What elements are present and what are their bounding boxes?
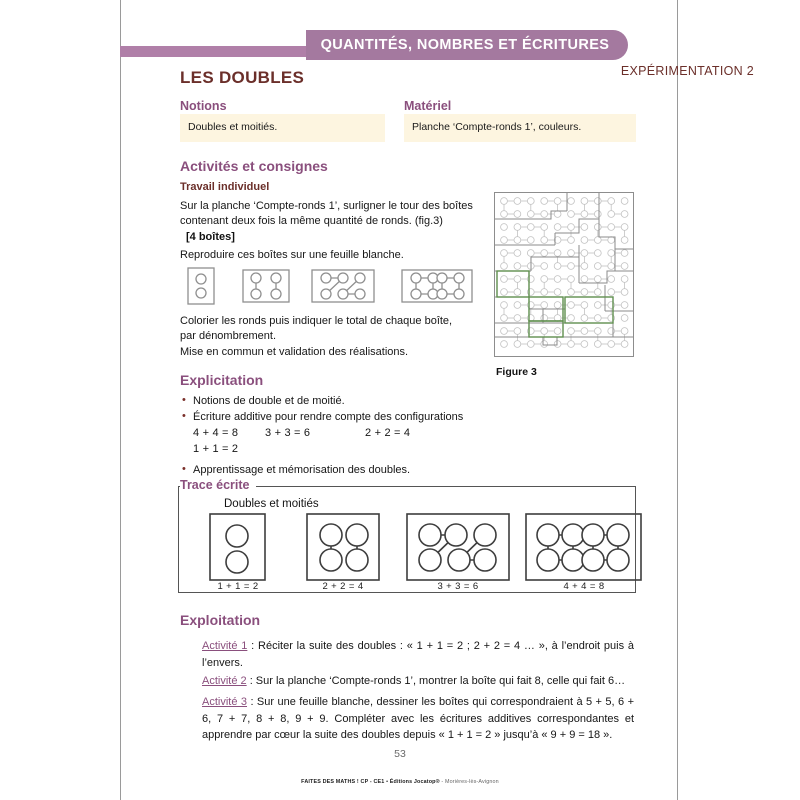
activites-line-5: par dénombrement. <box>180 330 276 342</box>
page-number: 53 <box>394 748 406 760</box>
exploitation-item-2 <box>202 673 634 690</box>
explicitation-equations <box>182 425 482 457</box>
equation-4: 1 + 1 = 2 <box>193 443 239 455</box>
footer-credit <box>0 779 800 785</box>
explicitation-list <box>182 393 482 478</box>
trace-ecrite-section <box>178 478 636 593</box>
equation-2: 3 + 3 = 6 <box>265 427 311 439</box>
footer-level: CP - CE1 <box>360 779 385 785</box>
activites-subheading: Travail individuel <box>180 181 270 193</box>
trace-caption-4: 4 + 4 = 8 <box>563 581 605 592</box>
activite-3-text: : Sur une feuille blanche, dessiner les boîtes qui correspondraient à 5 + 5, 6 + 6, 7 + 7, 8 + 8, 9 + 9. Compléter avec les écritures additives correspondantes et apprendre par cœur la suite des doubles depuis « 1 + 1 = 2 » jusqu’à « 9 + 9 = 18 ». <box>202 696 634 741</box>
notions-box: Doubles et moitiés. <box>180 114 385 142</box>
trace-figure-1 <box>206 511 270 583</box>
activites-line-2: contenant deux fois la même quantité de ronds. (fig.3) <box>180 215 443 227</box>
activites-line-1: Sur la planche ‘Compte-ronds 1’, surligner le tour des boîtes <box>180 200 473 212</box>
activites-heading: Activités et consignes <box>180 158 328 174</box>
trace-ecrite-title: Doubles et moitiés <box>224 498 319 510</box>
trace-figure-3 <box>403 511 513 583</box>
notions-heading: Notions <box>180 99 227 113</box>
figure-3-caption: Figure 3 <box>496 366 537 378</box>
explicitation-item-2: • Écriture additive pour rendre compte des configurations <box>182 409 482 425</box>
trace-figure-2 <box>303 511 383 583</box>
trace-caption-1: 1 + 1 = 2 <box>217 581 259 592</box>
explicitation-item-3: • Apprentissage et mémorisation des doubles. <box>182 462 482 478</box>
activite-2-label: Activité 2 <box>202 675 247 687</box>
exploitation-item-1 <box>202 638 634 671</box>
footer-title: FAITES DES MATHS ! <box>301 779 359 785</box>
activite-3-label: Activité 3 <box>202 696 248 708</box>
trace-caption-2: 2 + 2 = 4 <box>322 581 364 592</box>
page-title: LES DOUBLES <box>180 68 305 87</box>
activite-2-text: : Sur la planche ‘Compte-ronds 1’, montrer la boîte qui fait 8, celle qui fait 6… <box>246 675 626 687</box>
activites-line-6: Mise en commun et validation des réalisations. <box>180 346 409 358</box>
explicitation-heading: Explicitation <box>180 372 264 388</box>
exploitation-item-3 <box>202 694 634 744</box>
trace-caption-3: 3 + 3 = 6 <box>437 581 479 592</box>
materiel-box: Planche ‘Compte-ronds 1’, couleurs. <box>404 114 636 142</box>
banner-left-strip <box>120 46 310 57</box>
activites-line-3: Reproduire ces boîtes sur une feuille blanche. <box>180 249 404 261</box>
footer-location: - Morières-lès-Avignon <box>441 779 499 785</box>
activity-figures <box>180 264 480 308</box>
footer-editor: Éditions Jocatop® <box>389 779 440 785</box>
equation-3: 2 + 2 = 4 <box>365 427 411 439</box>
trace-ecrite-label: Trace écrite <box>180 478 256 492</box>
exploitation-heading: Exploitation <box>180 612 261 628</box>
figure-3-grid <box>494 192 634 357</box>
materiel-heading: Matériel <box>404 99 452 113</box>
trace-figure-4 <box>523 511 645 583</box>
footer-separator: • <box>386 779 389 785</box>
activites-line-4: Colorier les ronds puis indiquer le total de chaque boîte, <box>180 315 453 327</box>
activites-count: [4 boîtes] <box>186 231 235 243</box>
activite-1-label: Activité 1 <box>202 640 248 652</box>
equation-1: 4 + 4 = 8 <box>193 427 239 439</box>
section-banner: QUANTITÉS, NOMBRES ET ÉCRITURES <box>306 30 628 60</box>
experiment-label: EXPÉRIMENTATION 2 <box>620 64 754 78</box>
activite-1-text: : Réciter la suite des doubles : « 1 + 1 = 2 ; 2 + 2 = 4 … », à l’endroit puis à l’envers. <box>202 640 634 669</box>
explicitation-item-1: • Notions de double et de moitié. <box>182 393 482 409</box>
